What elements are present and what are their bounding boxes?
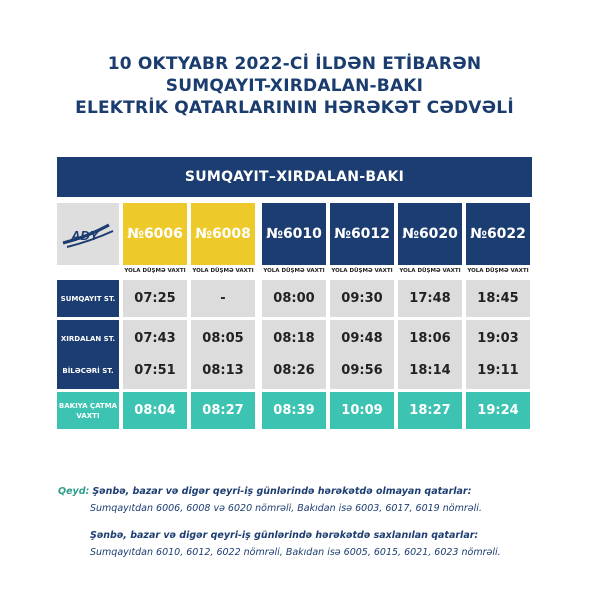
note-1-title-line bbox=[58, 486, 471, 497]
departure-sublabel: YOLA DÜŞMƏ VAXTI bbox=[331, 268, 393, 274]
train-header-6012: №6012 bbox=[330, 203, 394, 265]
time-cell: 18:06 bbox=[398, 320, 462, 357]
time-cell: 08:13 bbox=[191, 352, 255, 389]
departure-sublabel: YOLA DÜŞMƏ VAXTI bbox=[192, 268, 254, 274]
departure-sublabel: YOLA DÜŞMƏ VAXTI bbox=[399, 268, 461, 274]
title-line-2: SUMQAYIT-XIRDALAN-BAKI bbox=[165, 76, 424, 96]
station-label-bilecari: BİLƏCƏRİ ST. bbox=[57, 352, 119, 389]
time-cell: 09:30 bbox=[330, 280, 394, 317]
departure-sublabel: YOLA DÜŞMƏ VAXTI bbox=[263, 268, 325, 274]
departure-sublabel: YOLA DÜŞMƏ VAXTI bbox=[467, 268, 529, 274]
logo-text: ADY bbox=[71, 228, 99, 243]
note-label: Qeyd: bbox=[58, 486, 90, 497]
train-header-6006: №6006 bbox=[123, 203, 187, 265]
ady-logo-icon bbox=[57, 203, 119, 265]
title-line-1: 10 OKTYABR 2022-Cİ İLDƏN ETİBARƏN bbox=[107, 54, 482, 74]
train-header-6022: №6022 bbox=[466, 203, 530, 265]
note-1-text: Sumqayıtdan 6006, 6008 və 6020 nömrəli, Bakıdan isə 6003, 6017, 6019 nömrəli. bbox=[90, 503, 482, 514]
station-label-sumqayit: SUMQAYIT ST. bbox=[57, 280, 119, 317]
arrival-time-cell: 19:24 bbox=[466, 392, 530, 429]
arrival-time-cell: 10:09 bbox=[330, 392, 394, 429]
time-cell: 07:43 bbox=[123, 320, 187, 357]
route-banner: SUMQAYIT–XIRDALAN-BAKI bbox=[57, 157, 532, 197]
time-cell: 09:56 bbox=[330, 352, 394, 389]
time-cell: 07:51 bbox=[123, 352, 187, 389]
station-label-xirdalan: XIRDALAN ST. bbox=[57, 320, 119, 357]
time-cell: 08:05 bbox=[191, 320, 255, 357]
note-2-title: Şənbə, bazar və digər qeyri-iş günlərində hərəkətdə saxlanılan qatarlar: bbox=[90, 530, 479, 541]
time-cell: 09:48 bbox=[330, 320, 394, 357]
arrival-time-cell: 18:27 bbox=[398, 392, 462, 429]
arrival-label: BAKIYA ÇATMA VAXTI bbox=[57, 392, 119, 429]
time-cell: 08:26 bbox=[262, 352, 326, 389]
train-header-6008: №6008 bbox=[191, 203, 255, 265]
train-header-6020: №6020 bbox=[398, 203, 462, 265]
departure-sublabel: YOLA DÜŞMƏ VAXTI bbox=[124, 268, 186, 274]
time-cell: 19:11 bbox=[466, 352, 530, 389]
note-1-title: Şənbə, bazar və digər qeyri-iş günlərində hərəkətdə olmayan qatarlar: bbox=[92, 486, 472, 497]
arrival-time-cell: 08:04 bbox=[123, 392, 187, 429]
arrival-time-cell: 08:39 bbox=[262, 392, 326, 429]
time-cell: 18:14 bbox=[398, 352, 462, 389]
time-cell: 17:48 bbox=[398, 280, 462, 317]
time-cell: - bbox=[191, 280, 255, 317]
title-line-3: ELEKTRİK QATARLARININ HƏRƏKƏT CƏDVƏLİ bbox=[75, 98, 514, 118]
time-cell: 08:18 bbox=[262, 320, 326, 357]
arrival-time-cell: 08:27 bbox=[191, 392, 255, 429]
time-cell: 08:00 bbox=[262, 280, 326, 317]
time-cell: 19:03 bbox=[466, 320, 530, 357]
ady-logo bbox=[57, 203, 119, 265]
time-cell: 18:45 bbox=[466, 280, 530, 317]
train-header-6010: №6010 bbox=[262, 203, 326, 265]
time-cell: 07:25 bbox=[123, 280, 187, 317]
note-2-text: Sumqayıtdan 6010, 6012, 6022 nömrəli, Bakıdan isə 6005, 6015, 6021, 6023 nömrəli. bbox=[90, 547, 501, 558]
